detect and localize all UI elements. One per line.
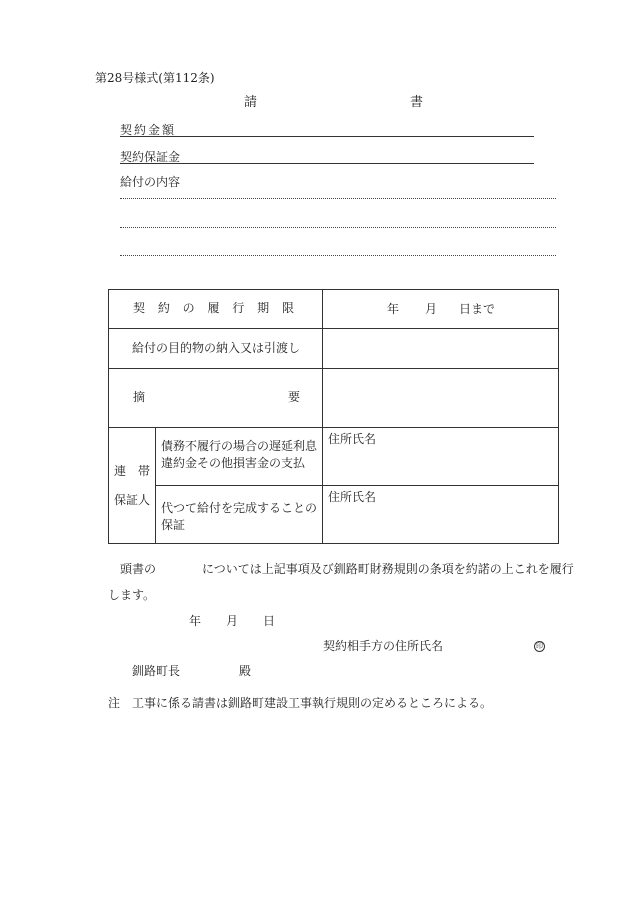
joint-guarantor-label-cell <box>109 428 156 544</box>
deadline-label-char-7: 限 <box>281 301 294 316</box>
contract-deposit-field[interactable] <box>120 163 534 164</box>
joint-guarantor-label-1: 連 帯 <box>113 463 150 478</box>
deadline-year: 年 <box>387 302 400 316</box>
delivery-label-cell <box>109 329 323 369</box>
deadline-label-char-1: 契 <box>133 301 146 316</box>
guarantor-1-address-label: 住所氏名 <box>328 432 377 446</box>
signer-label: 契約相手方の住所氏名 <box>323 639 444 653</box>
guarantee-item-1-cell <box>156 428 323 486</box>
date-month: 月 <box>226 614 239 628</box>
title-left-char: 請 <box>244 95 258 110</box>
deadline-label-char-5: 行 <box>232 301 245 316</box>
guarantee-item-2: 代つて給付を完成することの保証 <box>161 501 318 533</box>
addressee-honorific: 殿 <box>239 664 252 678</box>
guarantor-2-cell[interactable] <box>323 486 559 544</box>
title-right-char: 書 <box>410 95 424 110</box>
body-line-1-rest: については上記事項及び釧路町財務規則の条項を約諾の上これを履行 <box>202 562 574 576</box>
deadline-label-char-3: の <box>182 301 195 316</box>
deadline-label-cell <box>109 290 323 329</box>
deadline-day: 日まで <box>459 302 496 316</box>
deadline-label-char-2: 約 <box>157 301 170 316</box>
form-number: 第28号様式(第112条) <box>95 71 215 85</box>
note-mark: 注 <box>108 696 121 710</box>
guarantor-1-cell[interactable] <box>323 428 559 486</box>
delivery-label: 給付の目的物の納入又は引渡し <box>132 340 301 355</box>
joint-guarantor-label-2: 保証人 <box>113 492 150 507</box>
summary-label-left: 摘 <box>133 390 146 405</box>
body-line-1-start: 頭書の <box>120 562 157 576</box>
date-year: 年 <box>189 614 202 628</box>
date-day: 日 <box>263 614 276 628</box>
contract-terms-table <box>108 289 559 544</box>
deadline-label-char-4: 履 <box>207 301 220 316</box>
deadline-value-cell[interactable] <box>323 290 559 329</box>
summary-value-cell[interactable] <box>323 369 559 428</box>
note-text: 工事に係る請書は釧路町建設工事執行規則の定めるところによる。 <box>132 696 493 710</box>
deadline-month: 月 <box>425 302 438 316</box>
summary-label-right: 要 <box>288 390 301 405</box>
delivery-value-cell[interactable] <box>323 329 559 369</box>
contract-amount-label: 契約金額 <box>120 123 177 137</box>
guarantor-2-address-label: 住所氏名 <box>328 490 377 504</box>
summary-label-cell <box>109 369 323 428</box>
contract-amount-field[interactable] <box>120 136 534 137</box>
seal-mark-icon: 印 <box>536 642 543 650</box>
content-line-2[interactable] <box>120 227 556 228</box>
content-line-3[interactable] <box>120 255 556 256</box>
addressee-name: 釧路町長 <box>132 664 181 678</box>
contract-deposit-label: 契約保証金 <box>120 150 181 164</box>
body-line-2: します。 <box>108 588 156 602</box>
guarantee-item-1: 債務不履行の場合の遅延利息違約金その他損害金の支払 <box>161 439 318 471</box>
guarantee-item-2-cell <box>156 486 323 544</box>
delivery-content-label: 給付の内容 <box>120 175 181 189</box>
content-line-1[interactable] <box>120 198 556 199</box>
deadline-label-char-6: 期 <box>257 301 270 316</box>
